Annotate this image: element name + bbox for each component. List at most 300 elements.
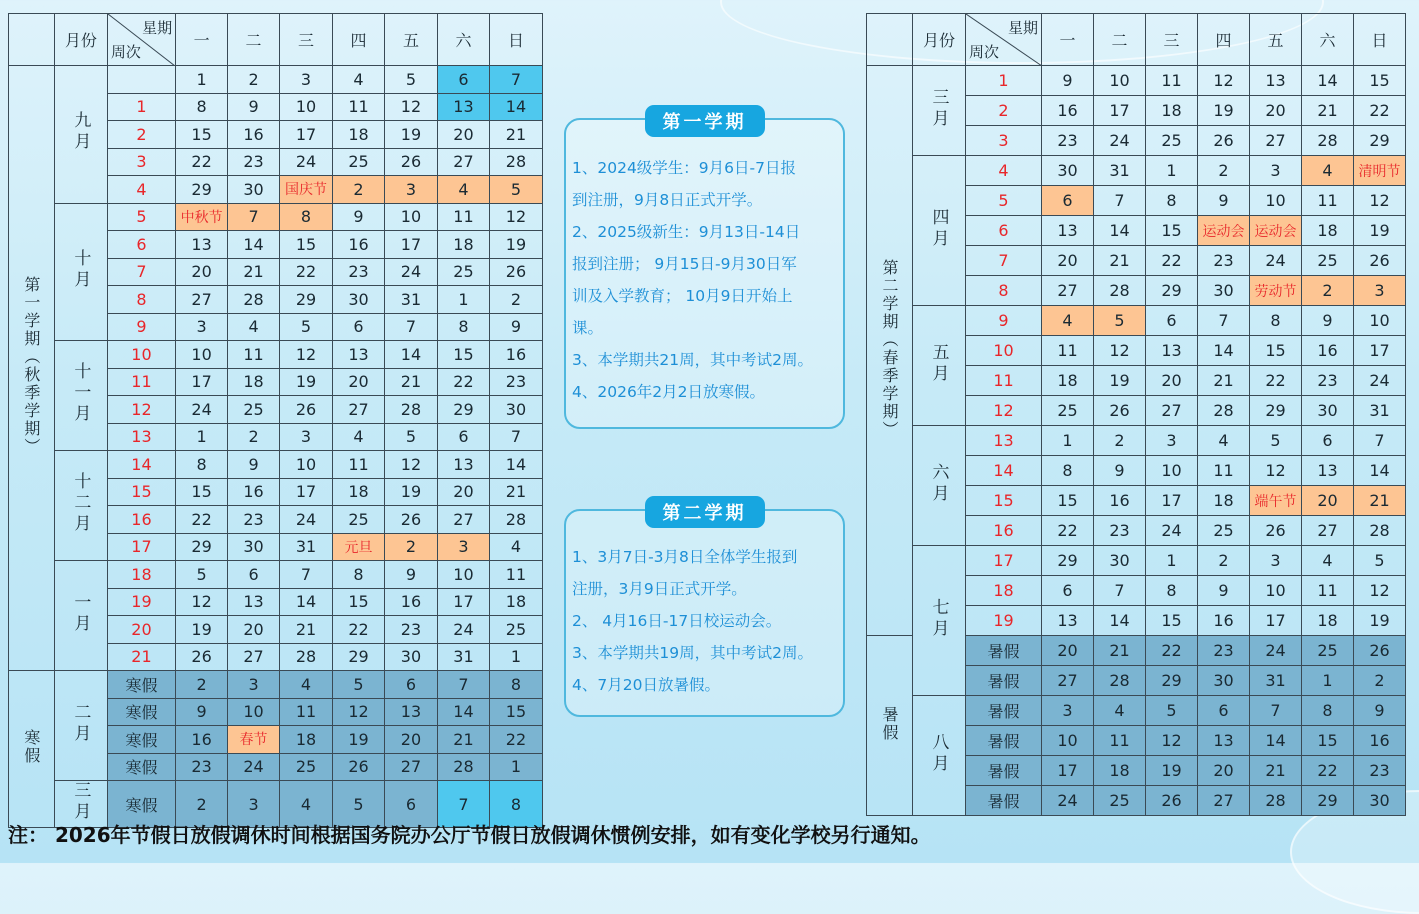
day-header: 五	[1250, 14, 1302, 66]
date-cell: 18	[489, 588, 542, 616]
date-cell: 元旦	[333, 533, 385, 561]
date-cell: 16	[384, 588, 437, 616]
date-cell: 2	[176, 781, 228, 828]
info-line: 课。	[572, 319, 604, 337]
date-cell: 4	[333, 66, 385, 94]
date-cell: 30	[228, 533, 280, 561]
week-number-cell: 寒假	[107, 753, 175, 781]
calendar-row	[867, 66, 1406, 96]
date-cell: 5	[384, 423, 437, 451]
weekday-week-diagonal-header	[107, 14, 175, 66]
month-label: 二月	[70, 702, 91, 745]
date-cell: 21	[1302, 96, 1354, 126]
date-cell: 11	[437, 203, 489, 231]
date-cell: 28	[384, 396, 437, 424]
date-cell: 5	[1250, 426, 1302, 456]
date-cell: 19	[280, 368, 333, 396]
date-cell: 13	[1250, 66, 1302, 96]
date-cell: 18	[437, 231, 489, 259]
week-number-label: 周次	[110, 43, 141, 61]
week-number-cell: 暑假	[966, 786, 1042, 816]
month-cell	[54, 341, 107, 451]
date-cell: 9	[1198, 576, 1250, 606]
date-cell: 21	[384, 368, 437, 396]
date-cell: 22	[1302, 756, 1354, 786]
date-cell: 7	[228, 203, 280, 231]
date-cell: 15	[176, 121, 228, 149]
date-cell: 6	[1146, 306, 1198, 336]
date-cell: 12	[280, 341, 333, 369]
date-cell: 15	[1250, 336, 1302, 366]
week-number-cell: 16	[107, 506, 175, 534]
date-cell: 12	[1354, 576, 1406, 606]
day-header: 一	[176, 14, 228, 66]
date-cell: 17	[1094, 96, 1146, 126]
winter-break-label-cell-text: 寒假	[21, 729, 41, 765]
date-cell: 21	[1198, 366, 1250, 396]
month-label: 七月	[928, 597, 949, 640]
week-number-cell: 10	[107, 341, 175, 369]
date-cell: 27	[1042, 276, 1094, 306]
date-cell: 6	[228, 561, 280, 589]
date-cell: 4	[437, 176, 489, 204]
date-cell: 14	[489, 93, 542, 121]
date-cell: 27	[228, 643, 280, 671]
date-cell: 9	[1042, 66, 1094, 96]
date-cell: 12	[333, 698, 385, 726]
date-cell: 4	[1042, 306, 1094, 336]
date-cell: 18	[280, 726, 333, 754]
date-cell: 28	[1198, 396, 1250, 426]
winter-break-label-cell	[9, 671, 55, 828]
date-cell: 10	[1042, 726, 1094, 756]
date-cell: 10	[384, 203, 437, 231]
calendar-row	[867, 156, 1406, 186]
date-cell: 23	[228, 506, 280, 534]
date-cell: 21	[1250, 756, 1302, 786]
date-cell: 14	[1198, 336, 1250, 366]
date-cell: 6	[1302, 426, 1354, 456]
week-number-cell: 9	[966, 306, 1042, 336]
date-cell: 31	[437, 643, 489, 671]
month-cell	[913, 546, 966, 696]
date-cell: 2	[1354, 666, 1406, 696]
date-cell: 11	[1146, 66, 1198, 96]
month-label: 九月	[70, 111, 91, 154]
date-cell: 4	[1094, 696, 1146, 726]
date-cell: 28	[489, 148, 542, 176]
month-label: 五月	[928, 342, 949, 385]
date-cell: 9	[1354, 696, 1406, 726]
date-cell: 20	[333, 368, 385, 396]
date-cell: 15	[1354, 66, 1406, 96]
date-cell: 15	[1302, 726, 1354, 756]
date-cell: 10	[280, 451, 333, 479]
date-cell: 15	[1146, 216, 1198, 246]
date-cell: 19	[1146, 756, 1198, 786]
date-cell: 27	[176, 286, 228, 314]
date-cell: 24	[228, 753, 280, 781]
date-cell: 3	[280, 66, 333, 94]
week-number-cell: 3	[107, 148, 175, 176]
date-cell: 10	[280, 93, 333, 121]
date-cell: 8	[489, 781, 542, 828]
date-cell: 29	[437, 396, 489, 424]
date-cell: 13	[1042, 216, 1094, 246]
date-cell: 27	[437, 506, 489, 534]
week-number-cell: 12	[966, 396, 1042, 426]
date-cell: 17	[1146, 486, 1198, 516]
day-header: 六	[437, 14, 489, 66]
week-number-cell: 寒假	[107, 671, 175, 699]
calendar-row	[867, 426, 1406, 456]
date-cell: 26	[1354, 246, 1406, 276]
date-cell: 30	[1354, 786, 1406, 816]
date-cell: 29	[1302, 786, 1354, 816]
date-cell: 11	[333, 451, 385, 479]
date-cell: 18	[1042, 366, 1094, 396]
day-header: 三	[280, 14, 333, 66]
date-cell: 5	[1094, 306, 1146, 336]
date-cell: 25	[333, 148, 385, 176]
date-cell: 24	[437, 616, 489, 644]
calendar-row	[9, 203, 543, 231]
date-cell: 28	[1094, 276, 1146, 306]
date-cell: 20	[384, 726, 437, 754]
date-cell: 10	[437, 561, 489, 589]
date-cell: 26	[384, 506, 437, 534]
info-line: 4、7月20日放暑假。	[572, 676, 720, 694]
date-cell: 2	[228, 66, 280, 94]
date-cell: 6	[384, 781, 437, 828]
date-cell: 7	[1094, 576, 1146, 606]
date-cell: 9	[1094, 456, 1146, 486]
date-cell: 8	[176, 93, 228, 121]
date-cell: 31	[384, 286, 437, 314]
date-cell: 24	[1250, 636, 1302, 666]
date-cell: 2	[1094, 426, 1146, 456]
month-header: 月份	[54, 14, 107, 66]
date-cell: 7	[437, 671, 489, 699]
date-cell: 6	[1042, 576, 1094, 606]
day-header: 日	[489, 14, 542, 66]
date-cell: 31	[1250, 666, 1302, 696]
info-line: 1、3月7日-3月8日全体学生报到	[572, 548, 798, 566]
date-cell: 3	[1146, 426, 1198, 456]
date-cell: 8	[437, 313, 489, 341]
date-cell: 31	[1354, 396, 1406, 426]
date-cell: 26	[280, 396, 333, 424]
date-cell: 11	[1094, 726, 1146, 756]
date-cell: 9	[176, 698, 228, 726]
day-header: 二	[228, 14, 280, 66]
info-line: 1、2024级学生：9月6日-7日报	[572, 159, 796, 177]
date-cell: 3	[280, 423, 333, 451]
date-cell: 20	[1302, 486, 1354, 516]
calendar-row	[9, 561, 543, 589]
semester1-info-box	[564, 112, 845, 429]
info-line: 4、2026年2月2日放寒假。	[572, 383, 766, 401]
week-number-cell: 暑假	[966, 636, 1042, 666]
date-cell: 13	[1302, 456, 1354, 486]
date-cell: 15	[437, 341, 489, 369]
date-cell: 30	[384, 643, 437, 671]
day-header: 四	[333, 14, 385, 66]
date-cell: 3	[176, 313, 228, 341]
date-cell: 2	[384, 533, 437, 561]
date-cell: 1	[489, 643, 542, 671]
week-number-cell: 12	[107, 396, 175, 424]
date-cell: 12	[384, 451, 437, 479]
date-cell: 3	[1250, 546, 1302, 576]
info-line: 3、本学期共19周，其中考试2周。	[572, 644, 813, 662]
date-cell: 16	[1302, 336, 1354, 366]
date-cell: 16	[228, 121, 280, 149]
info-line: 2、2025级新生：9月13日-14日	[572, 223, 801, 241]
date-cell: 18	[1198, 486, 1250, 516]
date-cell: 19	[384, 121, 437, 149]
week-number-cell: 14	[966, 456, 1042, 486]
date-cell: 23	[176, 753, 228, 781]
date-cell: 25	[1042, 396, 1094, 426]
date-cell: 25	[280, 753, 333, 781]
date-cell: 12	[1146, 726, 1198, 756]
date-cell: 11	[280, 698, 333, 726]
date-cell: 21	[489, 121, 542, 149]
month-cell	[54, 671, 107, 781]
week-number-cell: 7	[966, 246, 1042, 276]
date-cell: 16	[1354, 726, 1406, 756]
date-cell: 20	[437, 478, 489, 506]
week-number-cell: 20	[107, 616, 175, 644]
week-number-cell: 13	[107, 423, 175, 451]
corner-cell	[867, 14, 913, 66]
week-number-cell: 5	[107, 203, 175, 231]
info-line: 3、本学期共21周，其中考试2周。	[572, 351, 813, 369]
date-cell: 27	[1250, 126, 1302, 156]
date-cell: 20	[1042, 246, 1094, 276]
date-cell: 7	[489, 66, 542, 94]
date-cell: 1	[176, 423, 228, 451]
date-cell: 24	[1094, 126, 1146, 156]
date-cell: 25	[228, 396, 280, 424]
date-cell: 4	[280, 781, 333, 828]
date-cell: 1	[176, 66, 228, 94]
date-cell: 11	[1198, 456, 1250, 486]
date-cell: 19	[1354, 216, 1406, 246]
date-cell: 2	[1198, 156, 1250, 186]
month-header: 月份	[913, 14, 966, 66]
date-cell: 14	[437, 698, 489, 726]
date-cell: 3	[1042, 696, 1094, 726]
week-number-cell: 寒假	[107, 726, 175, 754]
month-cell	[54, 203, 107, 341]
date-cell: 7	[1250, 696, 1302, 726]
date-cell: 8	[1250, 306, 1302, 336]
day-header: 五	[384, 14, 437, 66]
month-label: 十二月	[70, 472, 91, 535]
date-cell: 27	[384, 753, 437, 781]
week-number-cell: 4	[107, 176, 175, 204]
week-number-cell: 14	[107, 451, 175, 479]
date-cell: 14	[1250, 726, 1302, 756]
month-label: 一月	[70, 592, 91, 635]
date-cell: 12	[384, 93, 437, 121]
date-cell: 1	[1042, 426, 1094, 456]
calendar-row	[9, 451, 543, 479]
date-cell: 4	[489, 533, 542, 561]
semester1-notes	[572, 152, 841, 408]
date-cell: 3	[1354, 276, 1406, 306]
date-cell: 17	[280, 478, 333, 506]
semester1-title: 第一学期	[645, 105, 765, 137]
date-cell: 6	[1198, 696, 1250, 726]
date-cell: 15	[280, 231, 333, 259]
date-cell: 14	[1302, 66, 1354, 96]
date-cell: 11	[333, 93, 385, 121]
month-cell	[913, 306, 966, 426]
date-cell: 7	[1094, 186, 1146, 216]
week-number-cell: 暑假	[966, 666, 1042, 696]
date-cell: 清明节	[1354, 156, 1406, 186]
date-cell: 30	[1094, 546, 1146, 576]
date-cell: 1	[1302, 666, 1354, 696]
date-cell: 5	[1354, 546, 1406, 576]
date-cell: 27	[1042, 666, 1094, 696]
week-number-cell: 3	[966, 126, 1042, 156]
date-cell: 24	[1042, 786, 1094, 816]
footer-note: 注： 2026年节假日放假调休时间根据国务院办公厅节假日放假调休惯例安排，如有变化学校另行通知。	[8, 823, 931, 847]
date-cell: 10	[1250, 186, 1302, 216]
date-cell: 30	[1198, 666, 1250, 696]
date-cell: 18	[228, 368, 280, 396]
date-cell: 29	[1042, 546, 1094, 576]
date-cell: 1	[437, 286, 489, 314]
date-cell: 29	[176, 176, 228, 204]
date-cell: 14	[280, 588, 333, 616]
day-header: 二	[1094, 14, 1146, 66]
date-cell: 23	[228, 148, 280, 176]
date-cell: 26	[489, 258, 542, 286]
week-number-cell: 7	[107, 258, 175, 286]
date-cell: 22	[1146, 246, 1198, 276]
date-cell: 25	[1302, 636, 1354, 666]
date-cell: 5	[280, 313, 333, 341]
date-cell: 20	[1146, 366, 1198, 396]
date-cell: 16	[176, 726, 228, 754]
date-cell: 23	[1302, 366, 1354, 396]
month-label: 三月	[70, 781, 91, 823]
semester2-notes	[572, 541, 841, 701]
week-number-cell: 暑假	[966, 726, 1042, 756]
info-line: 到注册，9月8日正式开学。	[572, 191, 763, 209]
date-cell: 13	[1198, 726, 1250, 756]
date-cell: 16	[1094, 486, 1146, 516]
date-cell: 18	[1094, 756, 1146, 786]
week-number-cell: 9	[107, 313, 175, 341]
date-cell: 21	[228, 258, 280, 286]
date-cell: 4	[280, 671, 333, 699]
date-cell: 20	[1198, 756, 1250, 786]
date-cell: 27	[1302, 516, 1354, 546]
date-cell: 18	[1302, 216, 1354, 246]
date-cell: 21	[489, 478, 542, 506]
date-cell: 3	[228, 781, 280, 828]
month-cell	[913, 156, 966, 306]
date-cell: 15	[333, 588, 385, 616]
date-cell: 22	[1146, 636, 1198, 666]
date-cell: 20	[1042, 636, 1094, 666]
date-cell: 13	[1146, 336, 1198, 366]
date-cell: 劳动节	[1250, 276, 1302, 306]
week-number-cell: 17	[107, 533, 175, 561]
month-label: 十月	[70, 248, 91, 291]
date-cell: 7	[1354, 426, 1406, 456]
month-cell	[54, 66, 107, 204]
date-cell: 13	[176, 231, 228, 259]
date-cell: 4	[1302, 546, 1354, 576]
month-label: 八月	[928, 732, 949, 775]
week-number-cell: 11	[107, 368, 175, 396]
month-label: 四月	[928, 207, 949, 250]
date-cell: 10	[1250, 576, 1302, 606]
date-cell: 19	[1094, 366, 1146, 396]
date-cell: 31	[1094, 156, 1146, 186]
date-cell: 9	[1198, 186, 1250, 216]
week-number-cell: 17	[966, 546, 1042, 576]
date-cell: 28	[280, 643, 333, 671]
date-cell: 26	[1354, 636, 1406, 666]
date-cell: 7	[1198, 306, 1250, 336]
date-cell: 25	[1198, 516, 1250, 546]
date-cell: 11	[228, 341, 280, 369]
week-number-cell: 2	[107, 121, 175, 149]
semester-label-cell-text: 第二学期（春季学期）	[880, 258, 899, 439]
date-cell: 9	[1302, 306, 1354, 336]
date-cell: 6	[437, 66, 489, 94]
date-cell: 22	[489, 726, 542, 754]
date-cell: 26	[333, 753, 385, 781]
date-cell: 17	[437, 588, 489, 616]
date-cell: 7	[280, 561, 333, 589]
date-cell: 27	[333, 396, 385, 424]
date-cell: 19	[333, 726, 385, 754]
date-cell: 8	[1302, 696, 1354, 726]
week-number-cell: 16	[966, 516, 1042, 546]
date-cell: 22	[333, 616, 385, 644]
date-cell: 19	[176, 616, 228, 644]
date-cell: 2	[176, 671, 228, 699]
info-line: 报到注册； 9月15日-9月30日军	[572, 255, 797, 273]
month-cell	[913, 696, 966, 816]
date-cell: 28	[1302, 126, 1354, 156]
date-cell: 4	[228, 313, 280, 341]
calendar-row	[9, 341, 543, 369]
date-cell: 25	[333, 506, 385, 534]
day-header: 四	[1198, 14, 1250, 66]
date-cell: 22	[280, 258, 333, 286]
date-cell: 22	[1042, 516, 1094, 546]
date-cell: 7	[489, 423, 542, 451]
week-number-cell: 2	[966, 96, 1042, 126]
date-cell: 29	[1354, 126, 1406, 156]
date-cell: 21	[437, 726, 489, 754]
summer-break-label-cell-text: 暑假	[880, 705, 899, 742]
date-cell: 13	[437, 93, 489, 121]
date-cell: 11	[1302, 186, 1354, 216]
month-label: 十一月	[70, 362, 91, 425]
calendar-row	[9, 671, 543, 699]
